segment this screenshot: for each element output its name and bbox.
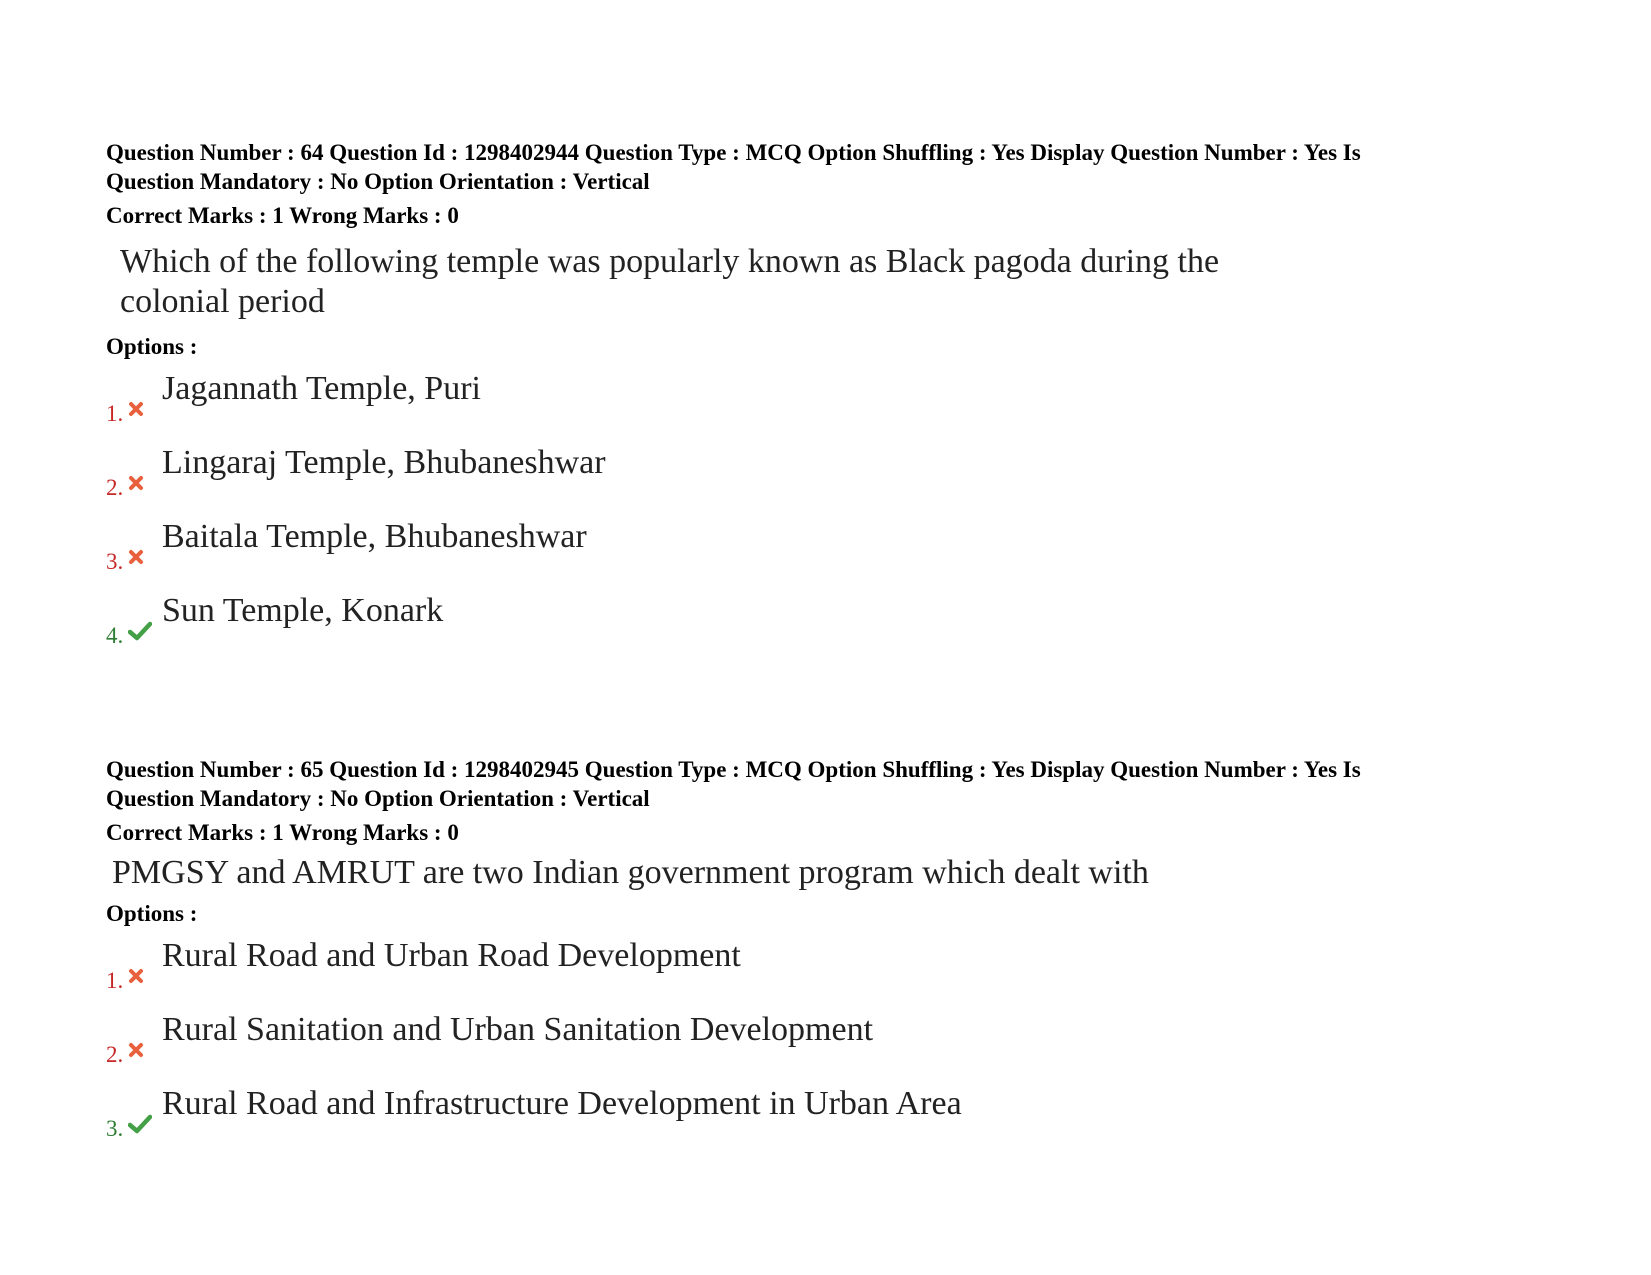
question-meta (106, 755, 1526, 813)
question-meta-line-1: Question Number : 65 Question Id : 1298402945 Question Type : MCQ Option Shuffling : Yes Display Question Number : Yes Is (106, 757, 1361, 782)
cross-icon (128, 471, 158, 495)
cross-icon (128, 1038, 158, 1062)
question-meta-line-2: Question Mandatory : No Option Orientation : Vertical (106, 169, 650, 194)
option-text: Lingaraj Temple, Bhubaneshwar (162, 444, 606, 481)
check-icon (128, 619, 158, 643)
option-number: 3. (106, 1116, 124, 1141)
question-meta-line-1: Question Number : 64 Question Id : 1298402944 Question Type : MCQ Option Shuffling : Yes Display Question Number : Yes Is (106, 140, 1361, 165)
question-block-65 (106, 755, 1526, 1141)
question-meta-line-2: Question Mandatory : No Option Orientation : Vertical (106, 786, 650, 811)
option-text: Rural Sanitation and Urban Sanitation Development (162, 1011, 874, 1048)
cross-icon (128, 545, 158, 569)
option-number: 1. (106, 968, 124, 993)
options-list (106, 369, 1526, 648)
question-block-64 (106, 138, 1526, 648)
option-number: 4. (106, 623, 124, 648)
cross-icon (128, 964, 158, 988)
marks-line: Correct Marks : 1 Wrong Marks : 0 (106, 820, 459, 845)
option-number: 2. (106, 475, 124, 500)
option-item (106, 1084, 1526, 1141)
options-label: Options : (106, 901, 198, 926)
options-list (106, 936, 1526, 1141)
option-text: Baitala Temple, Bhubaneshwar (162, 518, 587, 555)
option-item (106, 369, 1526, 426)
option-item (106, 1010, 1526, 1067)
question-meta (106, 138, 1526, 196)
cross-icon (128, 397, 158, 421)
check-icon (128, 1112, 158, 1136)
question-text: PMGSY and AMRUT are two Indian government program which dealt with (112, 854, 1149, 891)
option-number: 1. (106, 401, 124, 426)
option-item (106, 517, 1526, 574)
option-item (106, 936, 1526, 993)
question-text: Which of the following temple was popularly known as Black pagoda during the colonial period (120, 243, 1220, 320)
option-item (106, 591, 1526, 648)
marks-line: Correct Marks : 1 Wrong Marks : 0 (106, 203, 459, 228)
option-text: Sun Temple, Konark (162, 592, 444, 629)
option-number: 2. (106, 1042, 124, 1067)
option-text: Jagannath Temple, Puri (162, 370, 481, 407)
option-text: Rural Road and Urban Road Development (162, 937, 741, 974)
options-label: Options : (106, 334, 198, 359)
option-text: Rural Road and Infrastructure Development in Urban Area (162, 1085, 962, 1122)
option-item (106, 443, 1526, 500)
option-number: 3. (106, 549, 124, 574)
